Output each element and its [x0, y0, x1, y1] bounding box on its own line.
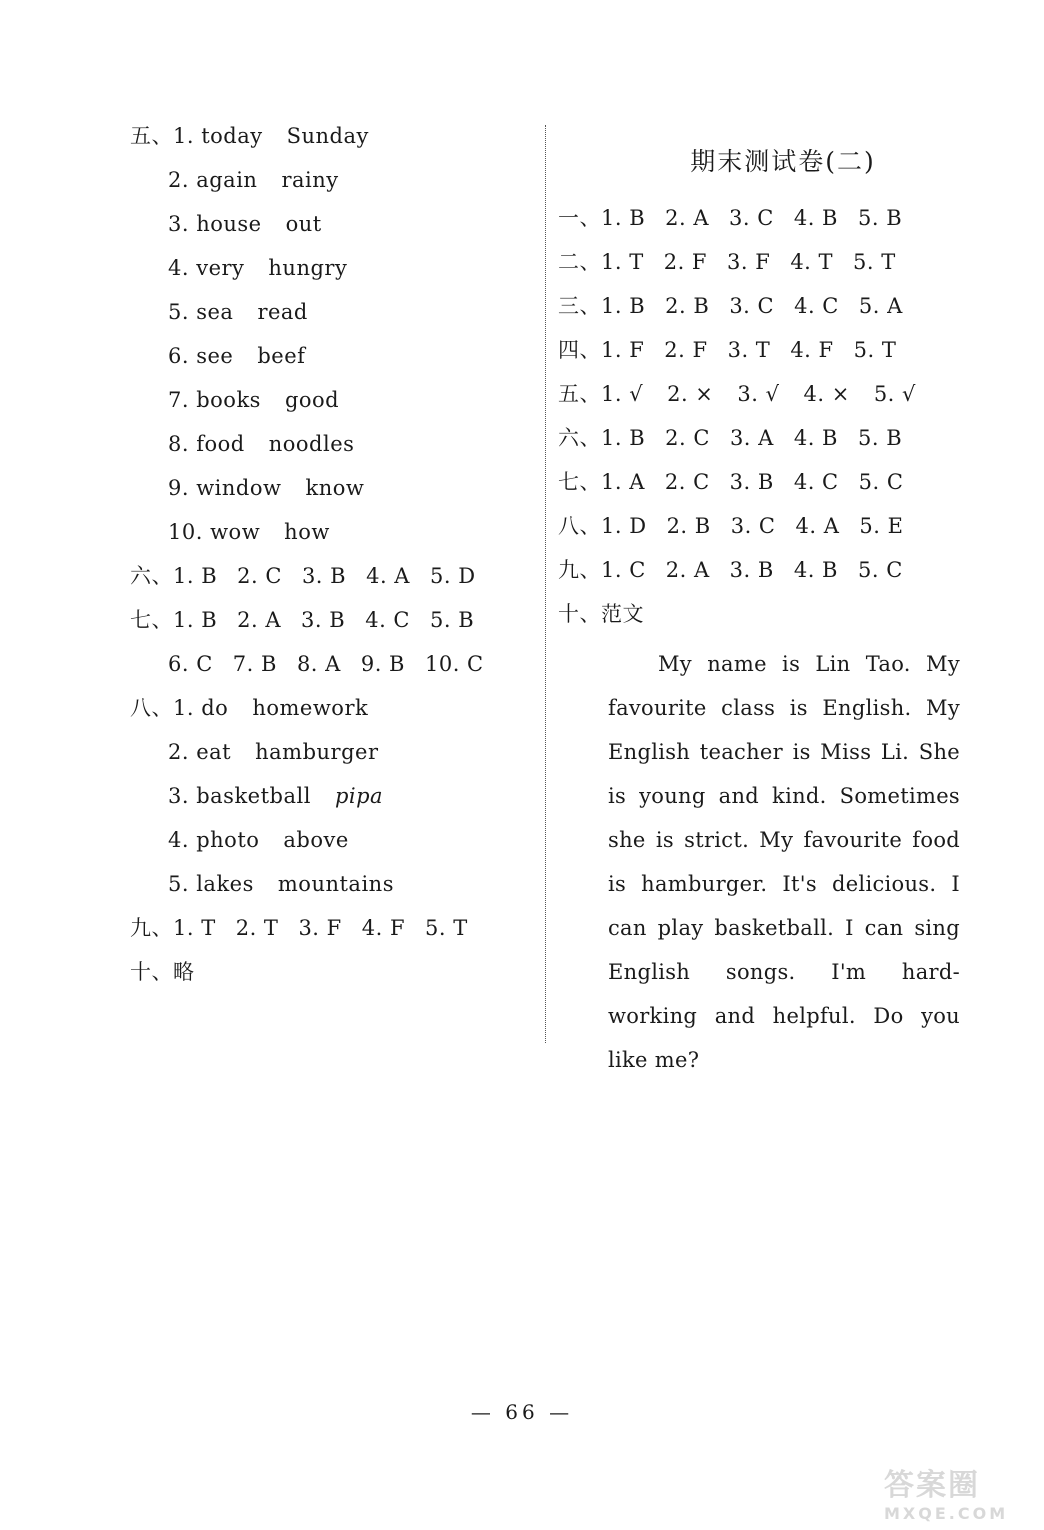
answer-line — [130, 470, 520, 514]
answer-line — [130, 514, 520, 558]
answer-text: 4. C — [793, 470, 839, 494]
section-label: 三、 — [558, 294, 601, 318]
answer-line — [558, 552, 968, 596]
answer-text: 2. A — [665, 558, 710, 582]
answer-text: homework — [252, 696, 369, 720]
answer-line — [558, 596, 968, 640]
answer-text: 1. √ — [601, 382, 644, 406]
answer-text: 4. B — [793, 206, 838, 230]
answer-text: 2. eat — [168, 740, 232, 764]
answer-line — [130, 118, 520, 162]
answer-text: 5. E — [859, 514, 904, 538]
answer-text: 3. F — [298, 916, 342, 940]
answer-text: 2. A — [665, 206, 710, 230]
answer-text: pipa — [334, 784, 384, 808]
section-label: 九、 — [130, 916, 173, 940]
section-label: 十、 — [558, 602, 601, 626]
answer-text: 2. A — [237, 608, 282, 632]
answer-text: 1. B — [173, 564, 218, 588]
answer-text: 5. T — [853, 250, 896, 274]
answer-text: 3. house — [168, 212, 262, 236]
answer-text: 2. B — [666, 514, 711, 538]
answer-text: 2. F — [664, 338, 708, 362]
section-label: 六、 — [558, 426, 601, 450]
answer-text: 4. F — [790, 338, 834, 362]
answer-text: 5. lakes — [168, 872, 254, 896]
answer-line — [558, 376, 968, 420]
answer-line — [130, 250, 520, 294]
answer-text: rainy — [281, 168, 339, 192]
watermark-logo — [884, 1468, 1034, 1526]
answer-text: noodles — [268, 432, 355, 456]
answer-text: 4. photo — [168, 828, 260, 852]
section-label: 六、 — [130, 564, 173, 588]
answer-text: Sunday — [286, 124, 369, 148]
watermark-text-bottom: MXQE.COM — [884, 1504, 1009, 1523]
section-label: 五、 — [130, 124, 173, 148]
answer-text: 3. B — [729, 558, 774, 582]
answer-line — [558, 420, 968, 464]
answer-line — [130, 954, 520, 998]
essay-heading: 范文 — [601, 602, 644, 626]
answer-text: 5. A — [858, 294, 903, 318]
answer-text: 3. C — [729, 206, 774, 230]
answer-line — [558, 508, 968, 552]
answer-text: hamburger — [255, 740, 379, 764]
answer-text: 3. B — [729, 470, 774, 494]
answer-text: 1. D — [601, 514, 647, 538]
answer-text: 5. T — [853, 338, 897, 362]
watermark-text-top: 答案圈 — [884, 1468, 980, 1503]
answer-text: 5. B — [857, 206, 903, 230]
section-label: 一、 — [558, 206, 601, 230]
answer-line — [558, 288, 968, 332]
answer-line — [130, 822, 520, 866]
answer-text: 4. B — [793, 558, 838, 582]
section-label: 十、 — [130, 960, 173, 984]
answer-text: 5. T — [425, 916, 468, 940]
section-label: 八、 — [558, 514, 601, 538]
answer-line — [130, 294, 520, 338]
answer-text: 5. C — [857, 558, 903, 582]
answer-text: above — [283, 828, 349, 852]
answer-text: 7. B — [232, 652, 277, 676]
answer-line — [130, 734, 520, 778]
answer-text: 4. × — [803, 382, 850, 406]
answer-line — [130, 162, 520, 206]
answer-text: 5. √ — [873, 382, 916, 406]
section-label: 五、 — [558, 382, 601, 406]
answer-line — [558, 200, 968, 244]
section-label: 四、 — [558, 338, 601, 362]
answer-text: 1. F — [601, 338, 645, 362]
answer-text: 4. C — [365, 608, 410, 632]
answer-text: 3. F — [727, 250, 771, 274]
answer-text: 1. B — [601, 426, 646, 450]
answer-text: 4. A — [795, 514, 840, 538]
answer-text: 4. B — [793, 426, 838, 450]
answer-text: 1. B — [173, 608, 218, 632]
answer-text: 略 — [173, 960, 195, 984]
answer-line — [130, 910, 520, 954]
answer-text: 5. C — [858, 470, 904, 494]
answer-line — [558, 244, 968, 288]
answer-text: 1. B — [601, 294, 646, 318]
answer-text: 8. A — [296, 652, 341, 676]
answer-text: 1. B — [601, 206, 646, 230]
answer-text: 3. B — [301, 564, 347, 588]
answer-text: 5. B — [429, 608, 475, 632]
answer-text: 2. F — [663, 250, 708, 274]
answer-line — [130, 778, 520, 822]
answer-text: read — [257, 300, 308, 324]
answer-line — [130, 338, 520, 382]
answer-text: out — [285, 212, 322, 236]
answer-text: 3. √ — [737, 382, 780, 406]
answer-text: 4. F — [361, 916, 406, 940]
section-label: 七、 — [558, 470, 601, 494]
answer-text: 2. C — [237, 564, 282, 588]
section-label: 二、 — [558, 250, 601, 274]
answer-text: 7. books — [168, 388, 261, 412]
answer-text: 2. C — [664, 470, 710, 494]
answer-line — [130, 646, 520, 690]
answer-text: 3. C — [730, 514, 776, 538]
answer-text: 1. do — [173, 696, 229, 720]
answer-line — [130, 206, 520, 250]
answer-text: 5. D — [429, 564, 476, 588]
answer-text: 3. C — [729, 294, 775, 318]
answer-text: 3. basketball — [168, 784, 311, 808]
left-answer-column — [130, 118, 520, 998]
column-divider — [545, 125, 546, 1043]
answer-text: 9. window — [168, 476, 282, 500]
answer-text: 6. C — [168, 652, 213, 676]
right-answer-column — [558, 140, 968, 1082]
answer-line — [130, 426, 520, 470]
answer-text: good — [284, 388, 340, 412]
answer-text: 9. B — [360, 652, 405, 676]
answer-text: 3. T — [727, 338, 771, 362]
answer-line — [558, 464, 968, 508]
answer-text: 2. T — [235, 916, 279, 940]
answer-text: 2. again — [168, 168, 258, 192]
answer-text: 8. food — [168, 432, 245, 456]
answer-text: 2. × — [667, 382, 714, 406]
answer-text: 2. C — [665, 426, 710, 450]
answer-text: know — [305, 476, 365, 500]
answer-text: 4. C — [794, 294, 839, 318]
answer-text: 1. T — [601, 250, 644, 274]
answer-text: 4. very — [168, 256, 245, 280]
answer-text: 5. B — [857, 426, 903, 450]
test-title: 期末测试卷(二) — [690, 147, 876, 176]
answer-text: 5. sea — [168, 300, 234, 324]
sample-essay: My name is Lin Tao. My favourite class is English. My English teacher is Miss Li. She is young and kind. Sometimes she is strict. My favourite food is hamburger. It's delicious. I can play basketball. I can sing English songs. I'm hard-working and helpful. Do you like me? — [608, 652, 960, 1072]
answer-text: 1. T — [173, 916, 216, 940]
answer-text: 10. wow — [168, 520, 261, 544]
answer-text: hungry — [268, 256, 348, 280]
answer-text: 3. B — [301, 608, 346, 632]
answer-text: beef — [257, 344, 306, 368]
answer-line — [130, 382, 520, 426]
answer-text: 10. C — [424, 652, 484, 676]
answer-text: 2. B — [665, 294, 710, 318]
page-number: — 66 — — [470, 1400, 574, 1424]
answer-text: 4. T — [790, 250, 834, 274]
answer-text: how — [284, 520, 330, 544]
answer-text: 6. see — [168, 344, 234, 368]
answer-text: 1. A — [601, 470, 645, 494]
section-label: 九、 — [558, 558, 601, 582]
answer-text: 1. C — [601, 558, 646, 582]
answer-line — [130, 558, 520, 602]
answer-line — [558, 332, 968, 376]
answer-text: 3. A — [729, 426, 774, 450]
section-label: 七、 — [130, 608, 173, 632]
answer-line — [130, 690, 520, 734]
answer-line — [130, 866, 520, 910]
section-label: 八、 — [130, 696, 173, 720]
answer-text: 1. today — [173, 124, 263, 148]
answer-line — [130, 602, 520, 646]
answer-text: 4. A — [366, 564, 410, 588]
answer-text: mountains — [277, 872, 394, 896]
